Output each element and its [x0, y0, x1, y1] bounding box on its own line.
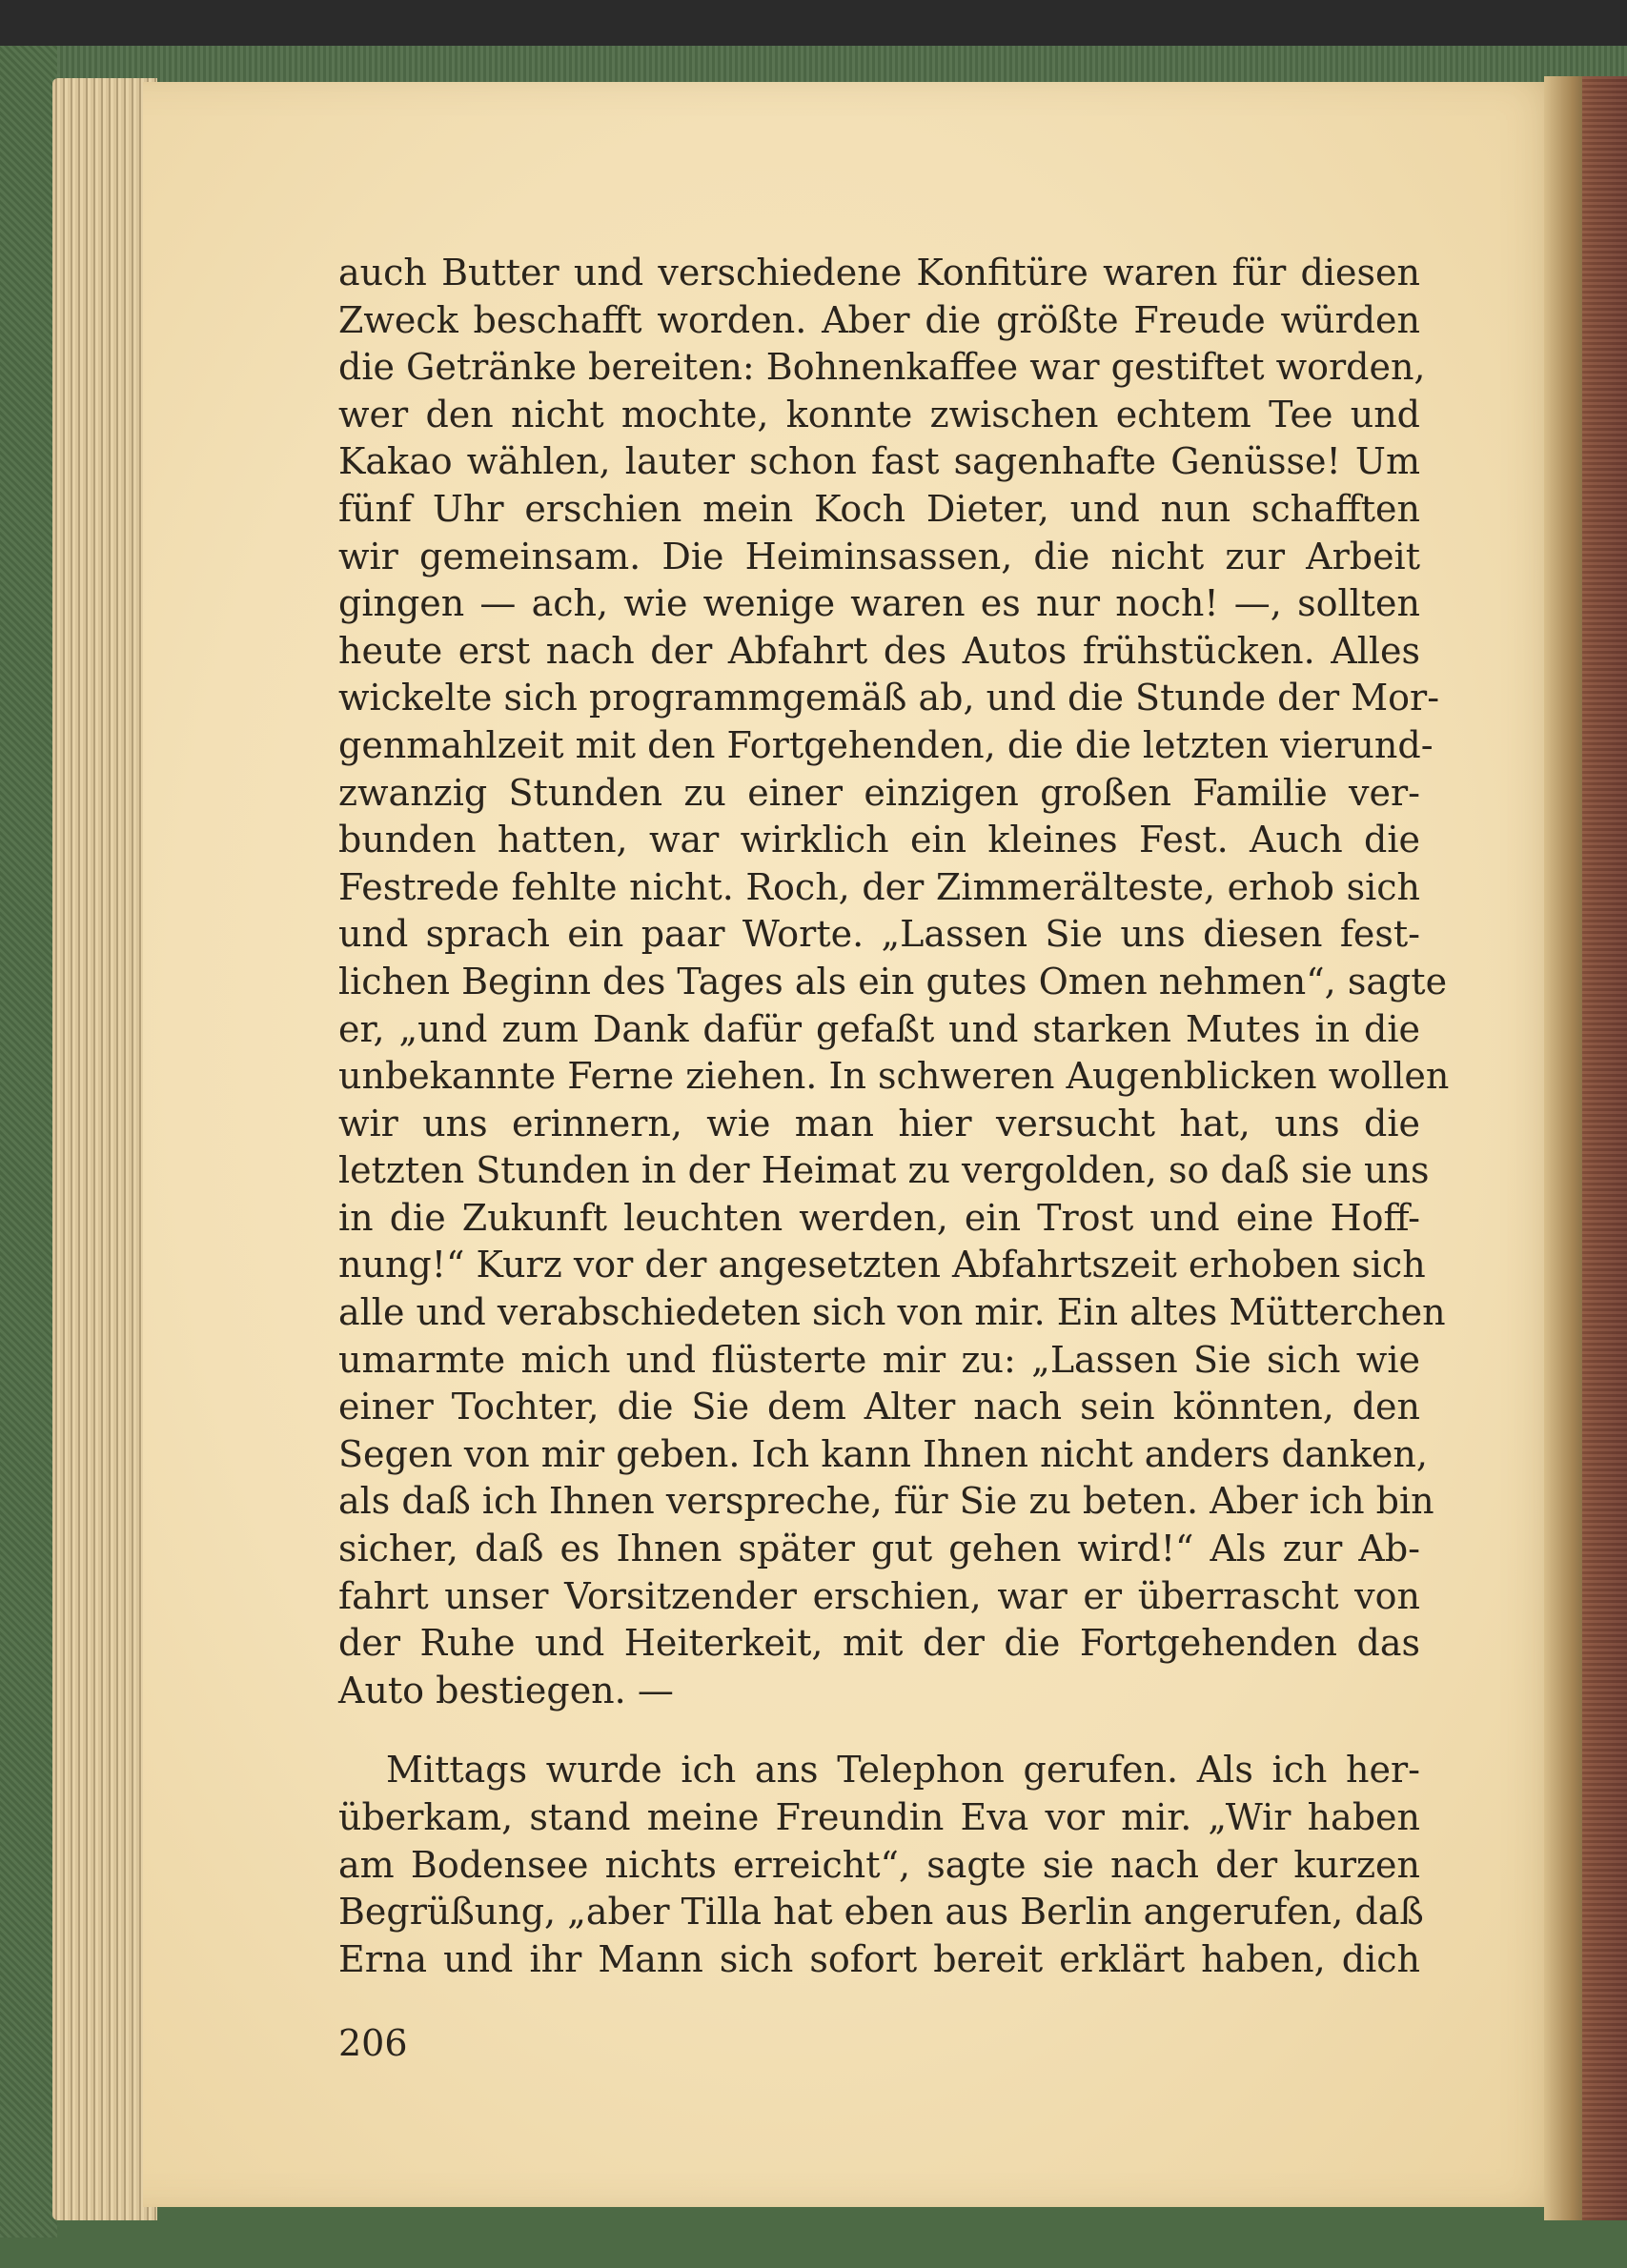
page-number: 206: [338, 2022, 408, 2064]
text-line: fünf Uhr erschien mein Koch Dieter, und nun schafften: [338, 487, 1420, 530]
spine-band: [1582, 76, 1627, 2220]
text-line: nung!“ Kurz vor der angesetzten Abfahrtszeit erhoben sich: [338, 1244, 1426, 1286]
text-line: am Bodensee nichts erreicht“, sagte sie nach der kurzen: [338, 1843, 1420, 1886]
text-line: fahrt unser Vorsitzender erschien, war er überrascht von: [338, 1574, 1420, 1617]
text-line: heute erst nach der Abfahrt des Autos frühstücken. Alles: [338, 629, 1420, 672]
text-line: umarmte mich und flüsterte mir zu: „Lassen Sie sich wie: [338, 1338, 1420, 1381]
text-line: unbekannte Ferne ziehen. In schweren Augenblicken wollen: [338, 1055, 1450, 1098]
text-line: er, „und zum Dank dafür gefaßt und starken Mutes in die: [338, 1007, 1420, 1050]
text-line: wir gemeinsam. Die Heiminsassen, die nicht zur Arbeit: [338, 535, 1420, 577]
text-line: wickelte sich programmgemäß ab, und die Stunde der Mor-: [338, 677, 1440, 719]
text-line: Begrüßung, „aber Tilla hat eben aus Berlin angerufen, daß: [338, 1891, 1424, 1934]
text-line: zwanzig Stunden zu einer einzigen großen Familie ver-: [338, 771, 1420, 814]
text-line: und sprach ein paar Worte. „Lassen Sie uns diesen fest-: [338, 913, 1420, 956]
text-line: Mittags wurde ich ans Telephon gerufen. Als ich her-: [386, 1749, 1420, 1792]
text-line: letzten Stunden in der Heimat zu vergolden, so daß sie uns: [338, 1149, 1430, 1192]
text-line: die Getränke bereiten: Bohnenkaffee war gestiftet worden,: [338, 346, 1426, 389]
text-line: alle und verabschiedeten sich von mir. Ein altes Mütterchen: [338, 1291, 1446, 1334]
text-line: in die Zukunft leuchten werden, ein Trost und eine Hoff-: [338, 1196, 1420, 1239]
text-line: überkam, stand meine Freundin Eva vor mir. „Wir haben: [338, 1796, 1420, 1838]
book-cover-left: [0, 46, 57, 2238]
text-line: auch Butter und verschiedene Konfitüre waren für diesen: [338, 252, 1420, 294]
paragraph-1: [338, 250, 1450, 1714]
text-line: lichen Beginn des Tages als ein gutes Omen nehmen“, sagte: [338, 960, 1448, 1002]
text-line: genmahlzeit mit den Fortgehenden, die die letzten vierund-: [338, 723, 1434, 766]
text-line: Erna und ihr Mann sich sofort bereit erklärt haben, dich: [338, 1937, 1420, 1980]
text-line: Zweck beschafft worden. Aber die größte Freude würden: [338, 298, 1420, 341]
paragraph-gap: [338, 1714, 1420, 1747]
text-line: wir uns erinnern, wie man hier versucht hat, uns die: [338, 1102, 1420, 1144]
text-line: der Ruhe und Heiterkeit, mit der die Fortgehenden das: [338, 1622, 1420, 1665]
text-line: Festrede fehlte nicht. Roch, der Zimmerälteste, erhob sich: [338, 865, 1420, 908]
text-line: Kakao wählen, lauter schon fast sagenhafte Genüsse! Um: [338, 440, 1420, 483]
paragraph-2: [338, 1747, 1424, 1983]
page-edges: [52, 78, 157, 2220]
body-text: [338, 250, 1450, 1983]
text-line: bunden hatten, war wirklich ein kleines Fest. Auch die: [338, 819, 1420, 861]
text-line: Auto bestiegen. —: [338, 1669, 674, 1711]
text-line: einer Tochter, die Sie dem Alter nach sein könnten, den: [338, 1386, 1420, 1428]
text-line: gingen — ach, wie wenige waren es nur noch! —, sollten: [338, 582, 1420, 625]
text-line: als daß ich Ihnen verspreche, für Sie zu beten. Aber ich bin: [338, 1480, 1434, 1523]
text-line: Segen von mir geben. Ich kann Ihnen nicht anders danken,: [338, 1432, 1428, 1475]
text-line: sicher, daß es Ihnen später gut gehen wird!“ Als zur Ab-: [338, 1528, 1420, 1570]
text-line: wer den nicht mochte, konnte zwischen echtem Tee und: [338, 393, 1420, 435]
